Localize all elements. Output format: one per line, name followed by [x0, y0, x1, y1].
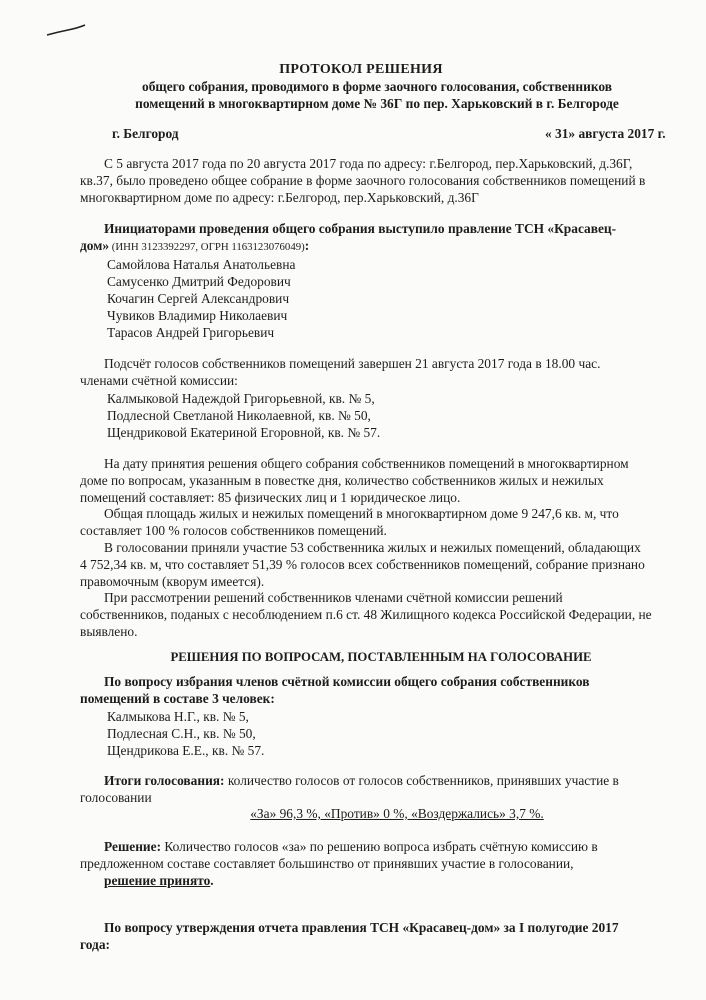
decision-line: Решение: Количество голосов «за» по решению вопроса избрать счётную комиссию в: [104, 839, 598, 854]
question-1-results: [80, 773, 685, 807]
document-date: « 31» августа 2017 г.: [545, 126, 666, 141]
participation-line: В голосовании приняли участие 53 собственника жилых и нежилых помещений, обладающих: [104, 539, 641, 555]
question-2-heading: года:: [80, 936, 110, 952]
question-1-section: [80, 674, 685, 759]
commission-list: [80, 390, 685, 442]
document-title: ПРОТОКОЛ РЕШЕНИЯ: [279, 62, 443, 77]
decision-label: Решение:: [104, 839, 162, 854]
initiators-heading: Инициаторами проведения общего собрания выступило правление ТСН «Красавец-: [104, 221, 617, 236]
review-line: выявлено.: [80, 623, 138, 639]
initiators-inn-ogrn: (ИНН 3123392297, ОГРН 1163123076049): [109, 240, 305, 253]
quorum-line: помещений составляет: 85 физических лиц и 1 юридическое лицо.: [80, 489, 461, 505]
pen-stroke-mark: [46, 24, 86, 38]
count-section: [80, 356, 685, 441]
decision-accepted: решение принято.: [104, 872, 214, 888]
list-item: Щендрикова Е.Е., кв. № 57.: [107, 743, 265, 758]
place-of-issue: г. Белгород: [112, 126, 179, 141]
results-line: Итоги голосования: количество голосов от голосов собственников, принявших участие в: [104, 773, 619, 788]
list-item: Подлесной Светланой Николаевной, кв. № 50,: [107, 407, 371, 423]
quorum-section: [80, 456, 685, 641]
question-1-decision: [80, 839, 685, 889]
votes-summary: «За» 96,3 %, «Против» 0 %, «Воздержались» 3,7 %.: [250, 806, 544, 821]
document-subtitle-line-2: помещений в многоквартирном доме № 36Г по пер. Харьковский в г. Белгороде: [135, 96, 619, 111]
document-subtitle-line-1: общего собрания, проводимого в форме заочного голосования, собственников: [142, 79, 612, 94]
list-item: Кочагин Сергей Александрович: [107, 291, 290, 306]
area-line: составляет 100 % голосов собственников помещений.: [80, 523, 387, 539]
initiators-heading-line-2: дом» (ИНН 3123392297, ОГРН 1163123076049):: [80, 237, 310, 253]
question-1-heading: По вопросу избрания членов счётной комиссии общего собрания собственников: [104, 674, 590, 689]
review-line: собственников, поданых с несоблюдением п.6 ст. 48 Жилищного кодекса Российской Федерации, не: [80, 607, 652, 623]
intro-line: многоквартирном доме по адресу: г.Белгород, пер.Харьковский, д.36Г: [80, 189, 479, 205]
list-item: Подлесная С.Н., кв. № 50,: [107, 725, 256, 741]
list-item: Щендриковой Екатериной Егоровной, кв. № 57.: [107, 425, 381, 440]
quorum-line: На дату принятия решения общего собрания собственников помещений в многоквартирном: [104, 456, 629, 471]
list-item: Чувиков Владимир Николаевич: [107, 308, 288, 324]
quorum-line: доме по вопросам, указанным в повестке дня, количество собственников жилых и нежилых: [80, 472, 604, 488]
count-line: членами счётной комиссии:: [80, 372, 238, 388]
count-line: Подсчёт голосов собственников помещений завершен 21 августа 2017 года в 18.00 час.: [104, 356, 601, 371]
list-item: Самусенко Дмитрий Федорович: [107, 273, 291, 289]
participation-line: 4 752,34 кв. м, что составляет 51,39 % голосов всех собственников помещений, собрание признано: [80, 556, 645, 572]
participation-line: правомочным (кворум имеется).: [80, 573, 265, 589]
list-item: Самойлова Наталья Анатольевна: [107, 256, 296, 272]
intro-paragraph: [80, 156, 685, 206]
list-item: Тарасов Андрей Григорьевич: [107, 325, 275, 341]
question-1-heading: помещений в составе 3 человек:: [80, 690, 275, 706]
commission-list: [80, 708, 685, 760]
initiators-list: [80, 256, 685, 342]
results-label: Итоги голосования:: [104, 773, 225, 788]
results-line: голосовании: [80, 789, 152, 805]
area-line: Общая площадь жилых и нежилых помещений в многоквартирном доме 9 247,6 кв. м, что: [104, 506, 619, 522]
initiators-section: [80, 221, 685, 342]
intro-line: кв.37, было проведено общее собрание в форме заочного голосования собственников помещений в: [80, 172, 646, 188]
question-2-section: [80, 920, 685, 954]
list-item: Калмыковой Надеждой Григорьевной, кв. № 5,: [107, 390, 375, 406]
review-line: При рассмотрении решений собственников членами счётной комиссии решений: [104, 590, 563, 606]
question-2-heading: По вопросу утверждения отчета правления ТСН «Красавец-дом» за I полугодие 2017: [104, 920, 619, 935]
decisions-section-title: РЕШЕНИЯ ПО ВОПРОСАМ, ПОСТАВЛЕННЫМ НА ГОЛОСОВАНИЕ: [170, 650, 592, 664]
list-item: Калмыкова Н.Г., кв. № 5,: [107, 708, 249, 724]
intro-line: С 5 августа 2017 года по 20 августа 2017 года по адресу: г.Белгород, пер.Харьковский, д.36Г,: [104, 156, 633, 171]
decision-line: предложенном составе составляет большинство от принявших участие в голосовании,: [80, 855, 574, 871]
